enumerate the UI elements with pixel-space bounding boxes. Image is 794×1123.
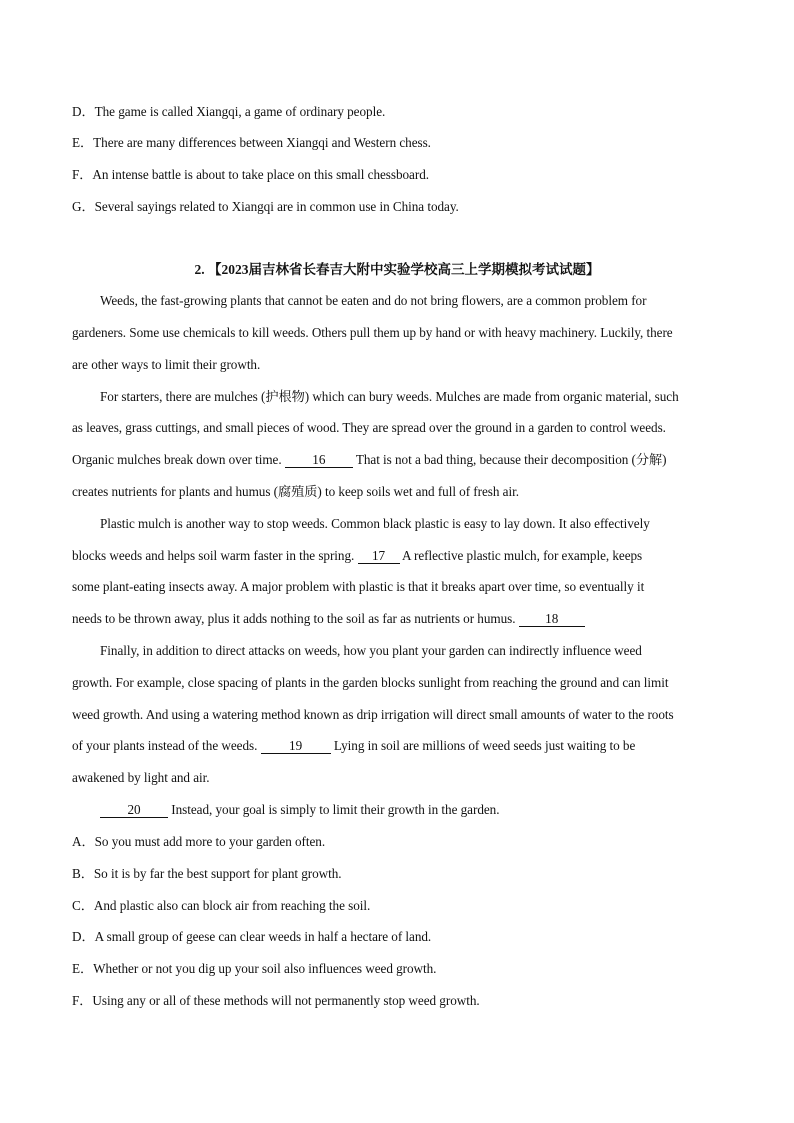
- passage-line: [72, 547, 728, 565]
- option-text: So it is by far the best support for plant growth.: [93, 866, 342, 881]
- passage-text: Organic mulches break down over time.: [72, 452, 282, 467]
- option-text: And plastic also can block air from reaching the soil.: [93, 898, 371, 913]
- option-letter: C．: [72, 898, 94, 913]
- blank-20[interactable]: 20: [100, 802, 168, 818]
- option-b: [72, 865, 728, 883]
- passage-line: as leaves, grass cuttings, and small pieces of wood. They are spread over the ground in a garden to control weeds.: [72, 420, 666, 435]
- passage-text: blocks weeds and helps soil warm faster in the spring.: [72, 548, 355, 563]
- blank-17[interactable]: 17: [358, 548, 400, 564]
- passage-line: [72, 610, 728, 628]
- option-letter: B．: [72, 866, 94, 881]
- passage-line: creates nutrients for plants and humus (腐殖质) to keep soils wet and full of fresh air.: [72, 484, 519, 499]
- passage-line: For starters, there are mulches (护根物) which can bury weeds. Mulches are made from organic material, such: [100, 389, 679, 404]
- option-e: [72, 960, 728, 978]
- passage-text: A reflective plastic mulch, for example, keeps: [402, 548, 643, 563]
- passage-text: of your plants instead of the weeds.: [72, 738, 258, 753]
- passage-line: are other ways to limit their growth.: [72, 357, 261, 372]
- option-d: [72, 928, 728, 946]
- passage-text: Instead, your goal is simply to limit their growth in the garden.: [171, 802, 500, 817]
- passage-line: gardeners. Some use chemicals to kill weeds. Others pull them up by hand or with heavy machinery. Luckily, there: [72, 325, 673, 340]
- option-letter: D．: [72, 104, 95, 119]
- option-letter: G．: [72, 199, 95, 214]
- passage-line: growth. For example, close spacing of plants in the garden blocks sunlight from reaching the ground and can limit: [72, 675, 669, 690]
- option-letter: E．: [72, 135, 94, 150]
- option-f: [72, 992, 728, 1010]
- option-text: Using any or all of these methods will not permanently stop weed growth.: [92, 993, 480, 1008]
- passage-line: weed growth. And using a watering method known as drip irrigation will direct small amounts of water to the roots: [72, 707, 674, 722]
- option-letter: F．: [72, 167, 93, 182]
- passage-line: some plant-eating insects away. A major problem with plastic is that it breaks apart over time, so eventually it: [72, 579, 645, 594]
- passage-line: Plastic mulch is another way to stop weeds. Common black plastic is easy to lay down. It also effectively: [100, 516, 650, 531]
- option-c: [72, 897, 728, 915]
- passage-line: [100, 801, 728, 819]
- prev-option-f: [72, 166, 728, 184]
- option-text: So you must add more to your garden often.: [94, 834, 326, 849]
- passage-line: [72, 451, 728, 469]
- option-a: [72, 833, 728, 851]
- blank-18[interactable]: 18: [519, 611, 585, 627]
- option-text: Several sayings related to Xiangqi are in common use in China today.: [94, 199, 459, 214]
- prev-option-e: [72, 134, 728, 152]
- option-text: The game is called Xiangqi, a game of ordinary people.: [94, 104, 386, 119]
- option-letter: E．: [72, 961, 94, 976]
- option-letter: D．: [72, 929, 95, 944]
- option-text: A small group of geese can clear weeds in half a hectare of land.: [94, 929, 432, 944]
- option-text: There are many differences between Xiangqi and Western chess.: [93, 135, 431, 150]
- passage-text: Lying in soil are millions of weed seeds just waiting to be: [333, 738, 636, 753]
- option-letter: A．: [72, 834, 95, 849]
- prev-option-g: [72, 198, 728, 216]
- option-text: An intense battle is about to take place on this small chessboard.: [92, 167, 429, 182]
- passage-line: Weeds, the fast-growing plants that cannot be eaten and do not bring flowers, are a common problem for: [100, 293, 647, 308]
- blank-19[interactable]: 19: [261, 738, 331, 754]
- passage-line: Finally, in addition to direct attacks on weeds, how you plant your garden can indirectly influence weed: [100, 643, 642, 658]
- blank-16[interactable]: 16: [285, 452, 353, 468]
- passage-text: needs to be thrown away, plus it adds nothing to the soil as far as nutrients or humus.: [72, 611, 516, 626]
- passage-text: That is not a bad thing, because their decomposition (分解): [355, 452, 667, 467]
- option-text: Whether or not you dig up your soil also influences weed growth.: [93, 961, 437, 976]
- option-letter: F．: [72, 993, 93, 1008]
- question-title: 2. 【2023届吉林省长春吉大附中实验学校高三上学期模拟考试试题】: [194, 262, 600, 277]
- passage-line: [72, 737, 728, 755]
- prev-option-d: [72, 103, 728, 121]
- passage-line: awakened by light and air.: [72, 770, 210, 785]
